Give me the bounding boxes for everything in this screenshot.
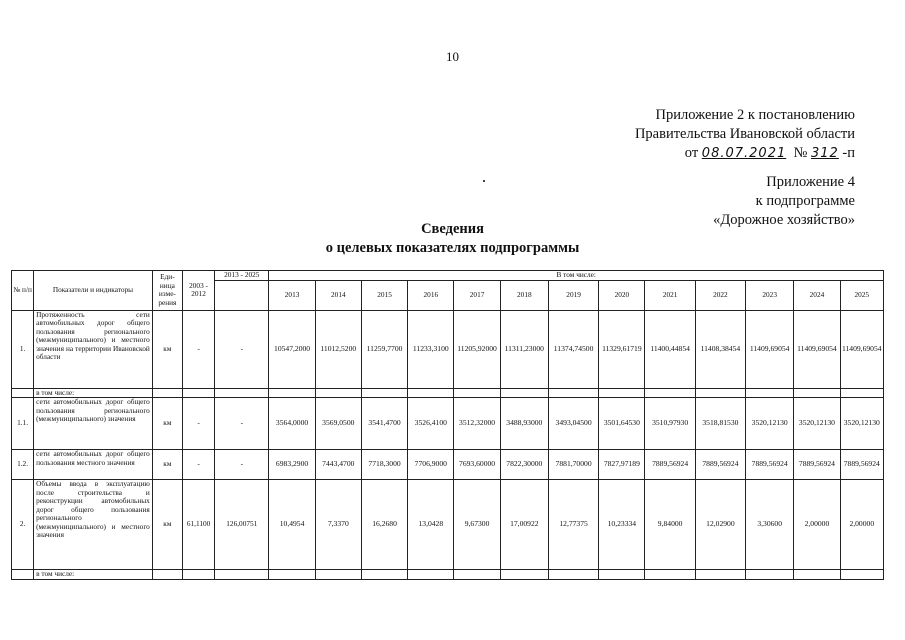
table-row — [12, 398, 884, 450]
row-value: 7718,3000 — [361, 450, 407, 480]
row-subheading: в том числе: — [34, 388, 153, 398]
row-value: 3526,4100 — [408, 398, 454, 450]
row-2013-2025: - — [215, 398, 269, 450]
row-value: 3493,04500 — [548, 398, 598, 450]
row-value: 7822,30000 — [500, 450, 548, 480]
row-value: 11329,61719 — [599, 310, 645, 388]
row-value: 11409,69054 — [794, 310, 840, 388]
row-num: 1. — [12, 310, 34, 388]
row-value: 11233,3100 — [408, 310, 454, 388]
row-value: 10547,2000 — [269, 310, 315, 388]
row-value: 7693,60000 — [454, 450, 500, 480]
row-value: 7443,4700 — [315, 450, 361, 480]
header-num: № п/п — [12, 271, 34, 311]
row-value: 11205,92000 — [454, 310, 500, 388]
row-value: 11400,44854 — [645, 310, 695, 388]
row-value: 11408,38454 — [695, 310, 745, 388]
row-value: 9,84000 — [645, 480, 695, 570]
row-value: 3518,81530 — [695, 398, 745, 450]
title-line2: о целевых показателях подпрограммы — [325, 240, 580, 256]
header-2003-2012: 2003 - 2012 — [182, 271, 214, 311]
header-2013-2025-blank — [215, 280, 269, 310]
row-value: 13,0428 — [408, 480, 454, 570]
header-year: 2025 — [840, 280, 883, 310]
row-value: 3501,64530 — [599, 398, 645, 450]
row-unit: км — [152, 480, 182, 570]
document-title — [0, 220, 905, 258]
row-indicator: сети автомобильных дорог общего пользования регионального (межмуниципального) значения — [34, 398, 153, 450]
table-row — [12, 480, 884, 570]
row-num: 2. — [12, 480, 34, 570]
row-value: 3512,32000 — [454, 398, 500, 450]
row-value: 7827,97189 — [599, 450, 645, 480]
row-value: 3520,12130 — [746, 398, 794, 450]
row-num — [12, 570, 34, 580]
row-value: 7889,56924 — [645, 450, 695, 480]
row-value: 7881,70000 — [548, 450, 598, 480]
header-year: 2018 — [500, 280, 548, 310]
row-value: 7,3370 — [315, 480, 361, 570]
row-value: 3541,4700 — [361, 398, 407, 450]
header-year: 2014 — [315, 280, 361, 310]
header-year: 2019 — [548, 280, 598, 310]
row-indicator: Объемы ввода в эксплуатацию после строительства и реконструкции автомобильных дорог общего пользования регионального (межмуниципального) и местного значения — [34, 480, 153, 570]
row-unit: км — [152, 310, 182, 388]
row-value: 11409,69054 — [746, 310, 794, 388]
row-value: 3488,93000 — [500, 398, 548, 450]
row-value: 3564,0000 — [269, 398, 315, 450]
from-label: от — [684, 145, 699, 161]
order-number: 312 — [810, 146, 839, 161]
table-row — [12, 310, 884, 388]
row-value: 9,67300 — [454, 480, 500, 570]
row-subheading: в том числе: — [34, 570, 153, 580]
row-2003-2012: 61,1100 — [182, 480, 214, 570]
row-num: 1.2. — [12, 450, 34, 480]
row-value: 3569,0500 — [315, 398, 361, 450]
row-value: 3520,12130 — [794, 398, 840, 450]
row-value: 11259,7700 — [361, 310, 407, 388]
table-row-subheading — [12, 570, 884, 580]
header-year: 2016 — [408, 280, 454, 310]
header-indicator: Показатели и индикаторы — [34, 271, 153, 311]
row-2003-2012: - — [182, 398, 214, 450]
row-value: 2,00000 — [794, 480, 840, 570]
row-value: 11374,74500 — [548, 310, 598, 388]
row-indicator: Протяженность сети автомобильных дорог общего пользования регионального (межмуниципального) и местного значения на территории Ивановской области — [34, 310, 153, 388]
row-2013-2025: - — [215, 310, 269, 388]
row-2013-2025: 126,00751 — [215, 480, 269, 570]
row-value: 10,23334 — [599, 480, 645, 570]
row-value: 7889,56924 — [695, 450, 745, 480]
row-value: 16,2680 — [361, 480, 407, 570]
order-line — [635, 144, 855, 163]
header-year: 2015 — [361, 280, 407, 310]
page-number: 10 — [446, 49, 459, 64]
title-line1: Сведения — [421, 221, 484, 237]
header-year: 2013 — [269, 280, 315, 310]
row-value: 3510,97930 — [645, 398, 695, 450]
row-value: 6983,2900 — [269, 450, 315, 480]
scan-dot — [483, 180, 485, 182]
order-date: 08.07.2021 — [701, 146, 787, 161]
row-unit: км — [152, 450, 182, 480]
row-value: 10,4954 — [269, 480, 315, 570]
appendix-2-header — [635, 106, 855, 163]
header-year: 2024 — [794, 280, 840, 310]
row-value: 2,00000 — [840, 480, 883, 570]
header-year: 2021 — [645, 280, 695, 310]
header-year: 2023 — [746, 280, 794, 310]
row-value: 12,77375 — [548, 480, 598, 570]
row-value: 7889,56924 — [840, 450, 883, 480]
appendix-2-line1: Приложение 2 к постановлению — [655, 107, 855, 123]
appendix-2-line2: Правительства Ивановской области — [634, 126, 855, 142]
row-value: 7889,56924 — [794, 450, 840, 480]
number-label: № — [793, 145, 808, 161]
row-num: 1.1. — [12, 398, 34, 450]
row-2013-2025: - — [215, 450, 269, 480]
row-unit: км — [152, 398, 182, 450]
header-year: 2020 — [599, 280, 645, 310]
appendix-4-line1: Приложение 4 — [766, 174, 855, 190]
row-value: 17,00922 — [500, 480, 548, 570]
table-row-subheading — [12, 388, 884, 398]
row-value: 11409,69054 — [840, 310, 883, 388]
row-value: 7889,56924 — [746, 450, 794, 480]
row-value: 3520,12130 — [840, 398, 883, 450]
row-2003-2012: - — [182, 310, 214, 388]
appendix-4-line3: «Дорожное хозяйство» — [713, 212, 855, 228]
row-value: 3,30600 — [746, 480, 794, 570]
row-num — [12, 388, 34, 398]
row-value: 7706,9000 — [408, 450, 454, 480]
row-indicator: сети автомобильных дорог общего пользования местного значения — [34, 450, 153, 480]
row-2003-2012: - — [182, 450, 214, 480]
order-suffix: -п — [842, 145, 855, 161]
header-including: В том числе: — [269, 271, 884, 281]
table-row — [12, 450, 884, 480]
row-value: 12,02900 — [695, 480, 745, 570]
header-year: 2017 — [454, 280, 500, 310]
appendix-4-line2: к подпрограмме — [755, 193, 855, 209]
indicators-table — [11, 270, 884, 580]
row-value: 11012,5200 — [315, 310, 361, 388]
header-year: 2022 — [695, 280, 745, 310]
header-unit: Еди-ница изме-рения — [152, 271, 182, 311]
row-value: 11311,23000 — [500, 310, 548, 388]
header-2013-2025: 2013 - 2025 — [215, 271, 269, 281]
